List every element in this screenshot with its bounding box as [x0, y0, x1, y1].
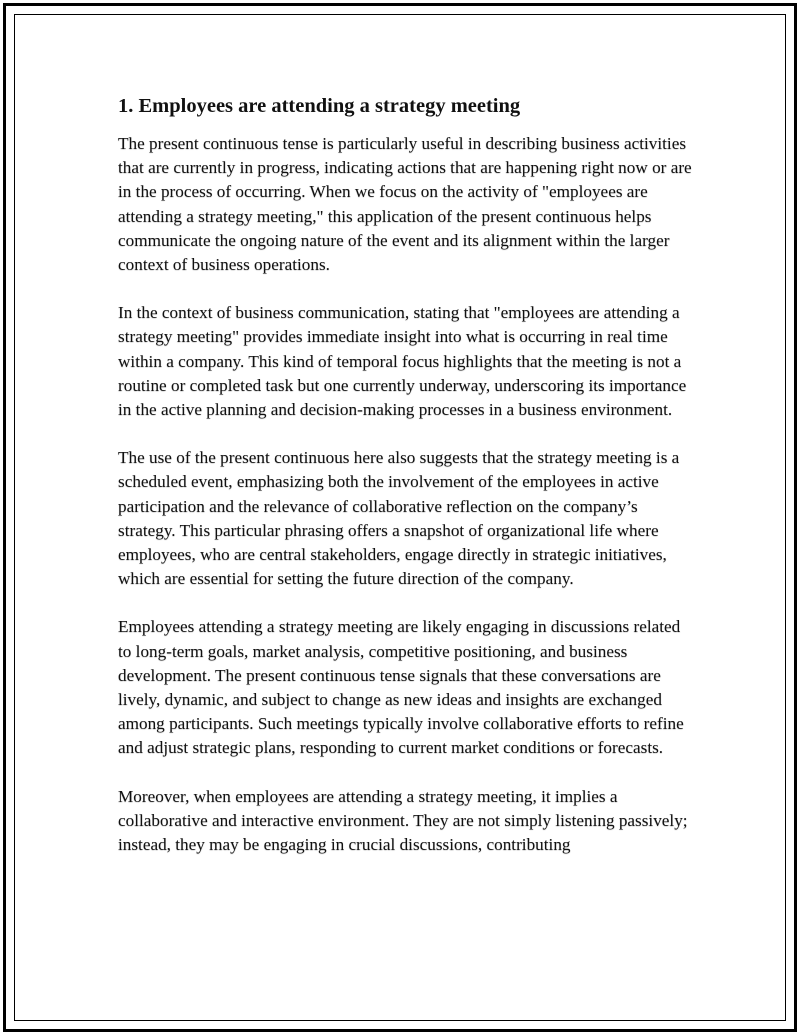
paragraph-2: In the context of business communication, stating that "employees are attending a strategy meeting" provides immediate insight into what is occurring in real time within a company. This kind of temporal focus highlights that the meeting is not a routine or completed task but one currently underway, underscoring its importance in the active planning and decision-making processes in a business environment.	[118, 303, 687, 420]
paragraph-4: Employees attending a strategy meeting are likely engaging in discussions related to long-term goals, market analysis, competitive positioning, and business development. The present continuous tense signals that these conversations are lively, dynamic, and subject to change as new ideas and insights are exchanged among participants. Such meetings typically involve collaborative efforts to refine and adjust strategic plans, responding to current market conditions or forecasts.	[118, 617, 684, 758]
paragraph-5: Moreover, when employees are attending a strategy meeting, it implies a collaborative and interactive environment. They are not simply listening passively; instead, they may be engaging in crucial discussions, contributing	[118, 786, 688, 855]
paragraph-1: The present continuous tense is particularly useful in describing business activities that are currently in progress, indicating actions that are happening right now or are in the process of occurring. When we focus on the activity of "employees are attending a strategy meeting," this application of the present continuous helps communicate the ongoing nature of the event and its alignment within the larger context of business operations.	[118, 134, 692, 275]
section-heading: 1. Employees are attending a strategy meeting	[118, 95, 521, 117]
document-body	[118, 92, 693, 881]
paragraph-3: The use of the present continuous here also suggests that the strategy meeting is a scheduled event, emphasizing both the involvement of the employees in active participation and the relevance of collaborative reflection on the company’s strategy. This particular phrasing offers a snapshot of organizational life where employees, who are central stakeholders, engage directly in strategic initiatives, which are essential for setting the future direction of the company.	[118, 448, 680, 589]
